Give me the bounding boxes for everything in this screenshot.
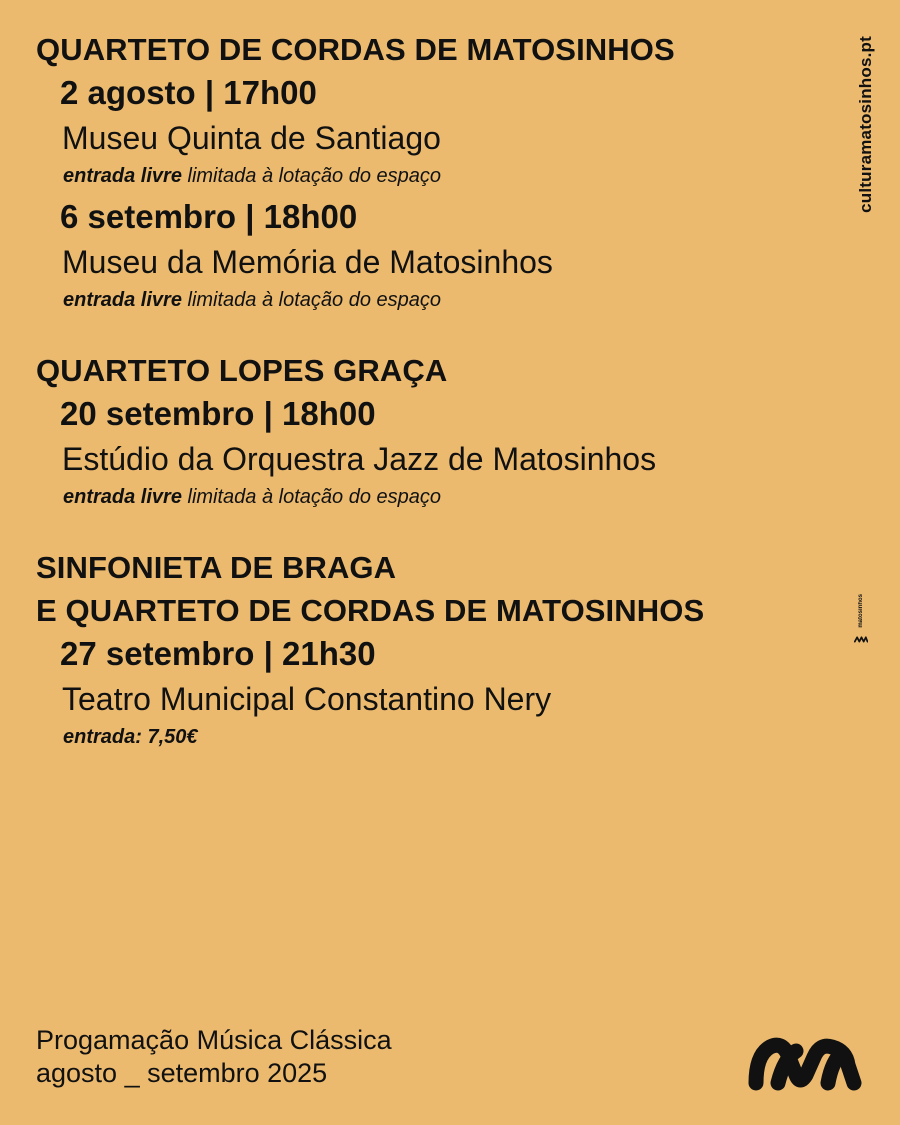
program-period: agosto _ setembro 2025 [36, 1058, 328, 1088]
event-item [36, 349, 826, 512]
admission-label: entrada: 7,50€ [63, 726, 198, 748]
event-item [36, 28, 826, 315]
session [36, 392, 826, 512]
session-date: 20 setembro | 18h00 [60, 395, 376, 432]
session-venue: Teatro Municipal Constantino Nery [62, 681, 552, 717]
website-url: culturamatosinhos.pt [856, 36, 875, 213]
session-admission [60, 161, 826, 191]
matosinhos-logo-icon [748, 1035, 864, 1091]
ensemble-title-line: QUARTETO LOPES GRAÇA [36, 353, 448, 388]
ensemble-title-line: QUARTETO DE CORDAS DE MATOSINHOS [36, 32, 675, 67]
session-admission [60, 722, 826, 752]
ensemble-title-line: E QUARTETO DE CORDAS DE MATOSINHOS [36, 593, 705, 628]
session-date: 6 setembro | 18h00 [60, 198, 358, 235]
ensemble-title-line: SINFONIETA DE BRAGA [36, 550, 397, 585]
session-date: 2 agosto | 17h00 [60, 74, 317, 111]
ensemble-title [36, 28, 826, 71]
admission-note: limitada à lotação do espaço [181, 486, 442, 508]
session-date: 27 setembro | 21h30 [60, 635, 376, 672]
event-list [36, 28, 826, 786]
program-title: Progamação Música Clássica [36, 1025, 392, 1055]
footer [36, 1024, 392, 1090]
matosinhos-logo-small-icon [854, 632, 868, 646]
session [36, 71, 826, 191]
session-venue: Museu da Memória de Matosinhos [62, 244, 553, 280]
admission-label: entrada livre [63, 486, 182, 508]
admission-label: entrada livre [63, 165, 182, 187]
admission-note: limitada à lotação do espaço [181, 165, 442, 187]
ensemble-title [36, 546, 826, 632]
admission-label: entrada livre [63, 289, 182, 311]
session-venue: Museu Quinta de Santiago [62, 120, 441, 156]
session [36, 195, 826, 315]
side-brand-mark [854, 594, 868, 654]
session-admission [60, 482, 826, 512]
session-admission [60, 285, 826, 315]
session-venue: Estúdio da Orquestra Jazz de Matosinhos [62, 441, 657, 477]
ensemble-title [36, 349, 826, 392]
event-item [36, 546, 826, 752]
side-brand-text: matosinhos [858, 594, 864, 628]
admission-note: limitada à lotação do espaço [181, 289, 442, 311]
session [36, 632, 826, 752]
